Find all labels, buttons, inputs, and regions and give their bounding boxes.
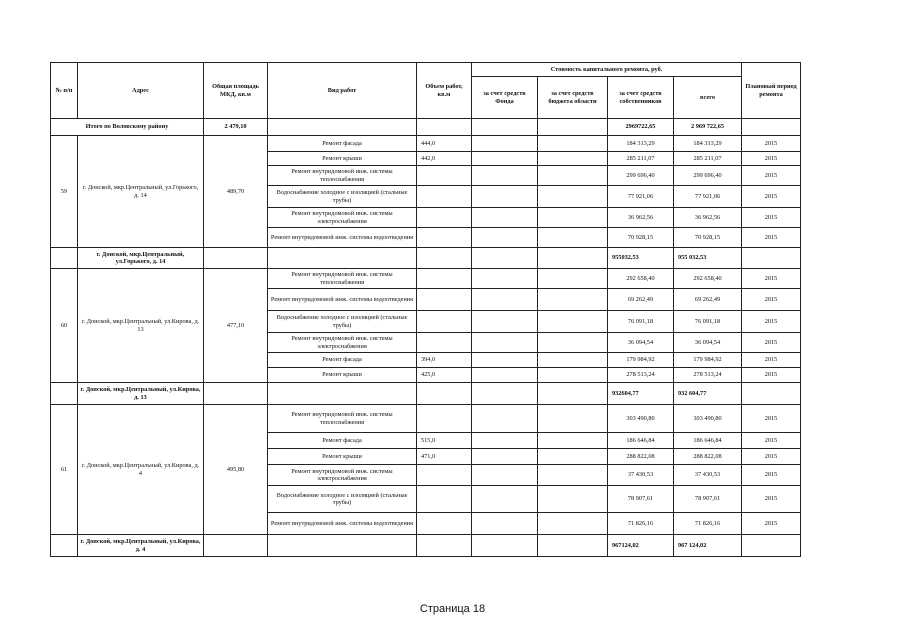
district-total-sum: 2 969 722,65: [674, 119, 742, 136]
subtotal-empty-cell: [472, 248, 538, 269]
volume-cell: [417, 333, 472, 353]
owners-cell: 288 822,08: [608, 449, 674, 465]
volume-cell: 442,0: [417, 152, 472, 166]
subtotal-empty-cell: [417, 535, 472, 557]
volume-cell: [417, 486, 472, 513]
period-cell: 2015: [742, 333, 801, 353]
total-cell: 37 430,53: [674, 465, 742, 486]
total-cell: 36 094,54: [674, 333, 742, 353]
total-cell: 36 962,56: [674, 208, 742, 228]
table-row: [51, 136, 801, 152]
period-cell: 2015: [742, 289, 801, 311]
work-type-cell: Ремонт внутридомовой инж. системы электроснабжения: [268, 208, 417, 228]
budget-cell: [538, 136, 608, 152]
volume-cell: [417, 405, 472, 433]
subtotal-empty-cell: [472, 535, 538, 557]
row-number: 61: [51, 405, 78, 535]
row-number: 59: [51, 136, 78, 248]
period-cell: 2015: [742, 208, 801, 228]
volume-cell: [417, 166, 472, 186]
owners-cell: 77 921,06: [608, 186, 674, 208]
subtotal-owners: 955032,53: [608, 248, 674, 269]
work-type-cell: Ремонт внутридомовой инж. системы водоотведения: [268, 228, 417, 248]
total-cell: 288 822,08: [674, 449, 742, 465]
budget-cell: [538, 311, 608, 333]
period-cell: 2015: [742, 353, 801, 368]
period-cell: 2015: [742, 433, 801, 449]
work-type-cell: Ремонт фасада: [268, 433, 417, 449]
subtotal-empty-cell: [268, 383, 417, 405]
fund-cell: [472, 136, 538, 152]
volume-cell: 515,0: [417, 433, 472, 449]
period-cell: 2015: [742, 186, 801, 208]
subtotal-empty-cell: [538, 383, 608, 405]
budget-cell: [538, 368, 608, 383]
total-cell: 179 984,92: [674, 353, 742, 368]
subtotal-label: г. Донской, мкр.Центральный, ул.Горького, д. 14: [78, 248, 204, 269]
header-owners: за счет средств собственников: [608, 77, 674, 119]
total-cell: 303 490,80: [674, 405, 742, 433]
budget-cell: [538, 405, 608, 433]
fund-cell: [472, 353, 538, 368]
table-row: [51, 405, 801, 433]
fund-cell: [472, 465, 538, 486]
subtotal-empty-cell: [742, 535, 801, 557]
owners-cell: 303 490,80: [608, 405, 674, 433]
subtotal-spacer: [51, 383, 78, 405]
owners-cell: 70 928,15: [608, 228, 674, 248]
subtotal-empty-cell: [742, 383, 801, 405]
subtotal-empty-cell: [742, 248, 801, 269]
period-cell: 2015: [742, 465, 801, 486]
subtotal-empty-cell: [204, 248, 268, 269]
header-work-type: Вид работ: [268, 63, 417, 119]
work-type-cell: Ремонт внутридомовой инж. системы теплоснабжения: [268, 269, 417, 289]
row-number: 60: [51, 269, 78, 383]
volume-cell: 444,0: [417, 136, 472, 152]
subtotal-label: г. Донской, мкр.Центральный, ул.Кирова, д. 4: [78, 535, 204, 557]
table-row: [51, 269, 801, 289]
row-area: 489,70: [204, 136, 268, 248]
district-total-row: [51, 119, 801, 136]
fund-cell: [472, 186, 538, 208]
header-total: всего: [674, 77, 742, 119]
subtotal-total: 955 032,53: [674, 248, 742, 269]
total-cell: 292 658,40: [674, 269, 742, 289]
row-area: 477,10: [204, 269, 268, 383]
fund-cell: [472, 166, 538, 186]
page-number: Страница 18: [419, 603, 486, 615]
budget-cell: [538, 269, 608, 289]
subtotal-empty-cell: [538, 535, 608, 557]
owners-cell: 292 658,40: [608, 269, 674, 289]
period-cell: 2015: [742, 486, 801, 513]
volume-cell: 394,0: [417, 353, 472, 368]
fund-cell: [472, 449, 538, 465]
budget-cell: [538, 353, 608, 368]
repair-table: [50, 62, 801, 557]
owners-cell: 179 984,92: [608, 353, 674, 368]
fund-cell: [472, 333, 538, 353]
total-cell: 77 921,06: [674, 186, 742, 208]
period-cell: 2015: [742, 311, 801, 333]
owners-cell: 37 430,53: [608, 465, 674, 486]
fund-cell: [472, 486, 538, 513]
subtotal-label: г. Донской, мкр.Центральный, ул.Кирова, д. 13: [78, 383, 204, 405]
budget-cell: [538, 513, 608, 535]
owners-cell: 36 094,54: [608, 333, 674, 353]
subtotal-empty-cell: [472, 383, 538, 405]
total-cell: 76 091,18: [674, 311, 742, 333]
work-type-cell: Ремонт внутридомовой инж. системы теплоснабжения: [268, 405, 417, 433]
budget-cell: [538, 208, 608, 228]
volume-cell: [417, 269, 472, 289]
row-area: 495,80: [204, 405, 268, 535]
district-total-area: 2 479,10: [204, 119, 268, 136]
total-cell: 71 826,16: [674, 513, 742, 535]
subtotal-total: 932 604,77: [674, 383, 742, 405]
row-address: г. Донской, мкр.Центральный, ул.Кирова, д. 4: [78, 405, 204, 535]
row-address: г. Донской, мкр.Центральный, ул.Горького, д. 14: [78, 136, 204, 248]
header-cost-group: Стоимость капитального ремонта, руб.: [472, 63, 742, 77]
owners-cell: 76 091,18: [608, 311, 674, 333]
owners-cell: 186 646,84: [608, 433, 674, 449]
period-cell: 2015: [742, 368, 801, 383]
row-address: г. Донской, мкр.Центральный, ул.Кирова, д. 13: [78, 269, 204, 383]
subtotal-spacer: [51, 535, 78, 557]
fund-cell: [472, 405, 538, 433]
fund-cell: [472, 368, 538, 383]
header-area: Общая площадь МКД, кв.м: [204, 63, 268, 119]
period-cell: 2015: [742, 513, 801, 535]
volume-cell: 425,0: [417, 368, 472, 383]
subtotal-owners: 932604,77: [608, 383, 674, 405]
fund-cell: [472, 289, 538, 311]
period-cell: 2015: [742, 152, 801, 166]
period-cell: 2015: [742, 405, 801, 433]
fund-cell: [472, 269, 538, 289]
work-type-cell: Водоснабжение холодное с изоляцией (стальные трубы): [268, 486, 417, 513]
work-type-cell: Ремонт внутридомовой инж. системы электроснабжения: [268, 333, 417, 353]
work-type-cell: Водоснабжение холодное с изоляцией (стальные трубы): [268, 186, 417, 208]
header-period: Плановый период ремонта: [742, 63, 801, 119]
header-budget: за счет средств бюджета области: [538, 77, 608, 119]
period-cell: 2015: [742, 269, 801, 289]
work-type-cell: Ремонт крыши: [268, 368, 417, 383]
fund-cell: [472, 152, 538, 166]
header-volume: Объем работ, кв.м: [417, 63, 472, 119]
header-num: № п/п: [51, 63, 78, 119]
total-cell: 278 513,24: [674, 368, 742, 383]
budget-cell: [538, 449, 608, 465]
header-fund: за счет средств Фонда: [472, 77, 538, 119]
subtotal-empty-cell: [204, 383, 268, 405]
budget-cell: [538, 228, 608, 248]
volume-cell: [417, 186, 472, 208]
period-cell: 2015: [742, 136, 801, 152]
fund-cell: [472, 311, 538, 333]
work-type-cell: Ремонт внутридомовой инж. системы теплоснабжения: [268, 166, 417, 186]
period-cell: 2015: [742, 166, 801, 186]
budget-cell: [538, 186, 608, 208]
total-cell: 184 313,29: [674, 136, 742, 152]
budget-cell: [538, 166, 608, 186]
owners-cell: 78 907,61: [608, 486, 674, 513]
subtotal-empty-cell: [417, 248, 472, 269]
subtotal-total: 967 124,02: [674, 535, 742, 557]
owners-cell: 184 313,29: [608, 136, 674, 152]
owners-cell: 285 211,07: [608, 152, 674, 166]
subtotal-spacer: [51, 248, 78, 269]
budget-cell: [538, 289, 608, 311]
total-cell: 186 646,84: [674, 433, 742, 449]
budget-cell: [538, 433, 608, 449]
total-cell: 299 696,40: [674, 166, 742, 186]
subtotal-empty-cell: [268, 535, 417, 557]
work-type-cell: Ремонт внутридомовой инж. системы водоотведения: [268, 513, 417, 535]
fund-cell: [472, 208, 538, 228]
total-cell: 70 928,15: [674, 228, 742, 248]
work-type-cell: Ремонт внутридомовой инж. системы электроснабжения: [268, 465, 417, 486]
owners-cell: 278 513,24: [608, 368, 674, 383]
budget-cell: [538, 333, 608, 353]
header-address: Адрес: [78, 63, 204, 119]
owners-cell: 299 696,40: [608, 166, 674, 186]
subtotal-row: [51, 248, 801, 269]
volume-cell: 471,0: [417, 449, 472, 465]
period-cell: 2015: [742, 449, 801, 465]
district-total-owners: 2969722,65: [608, 119, 674, 136]
total-cell: 285 211,07: [674, 152, 742, 166]
total-cell: 78 907,61: [674, 486, 742, 513]
owners-cell: 36 962,56: [608, 208, 674, 228]
subtotal-row: [51, 383, 801, 405]
work-type-cell: Ремонт крыши: [268, 152, 417, 166]
subtotal-row: [51, 535, 801, 557]
work-type-cell: Ремонт крыши: [268, 449, 417, 465]
work-type-cell: Ремонт фасада: [268, 136, 417, 152]
fund-cell: [472, 433, 538, 449]
total-cell: 69 262,49: [674, 289, 742, 311]
period-cell: 2015: [742, 228, 801, 248]
budget-cell: [538, 486, 608, 513]
budget-cell: [538, 465, 608, 486]
volume-cell: [417, 208, 472, 228]
budget-cell: [538, 152, 608, 166]
volume-cell: [417, 311, 472, 333]
subtotal-empty-cell: [538, 248, 608, 269]
volume-cell: [417, 289, 472, 311]
fund-cell: [472, 513, 538, 535]
subtotal-empty-cell: [204, 535, 268, 557]
subtotal-empty-cell: [417, 383, 472, 405]
volume-cell: [417, 465, 472, 486]
owners-cell: 69 262,49: [608, 289, 674, 311]
subtotal-empty-cell: [268, 248, 417, 269]
fund-cell: [472, 228, 538, 248]
volume-cell: [417, 228, 472, 248]
work-type-cell: Водоснабжение холодное с изоляцией (стальные трубы): [268, 311, 417, 333]
district-total-label: Итого по Воловскому району: [51, 119, 204, 136]
work-type-cell: Ремонт фасада: [268, 353, 417, 368]
subtotal-owners: 967124,02: [608, 535, 674, 557]
work-type-cell: Ремонт внутридомовой инж. системы водоотведения: [268, 289, 417, 311]
volume-cell: [417, 513, 472, 535]
owners-cell: 71 826,16: [608, 513, 674, 535]
